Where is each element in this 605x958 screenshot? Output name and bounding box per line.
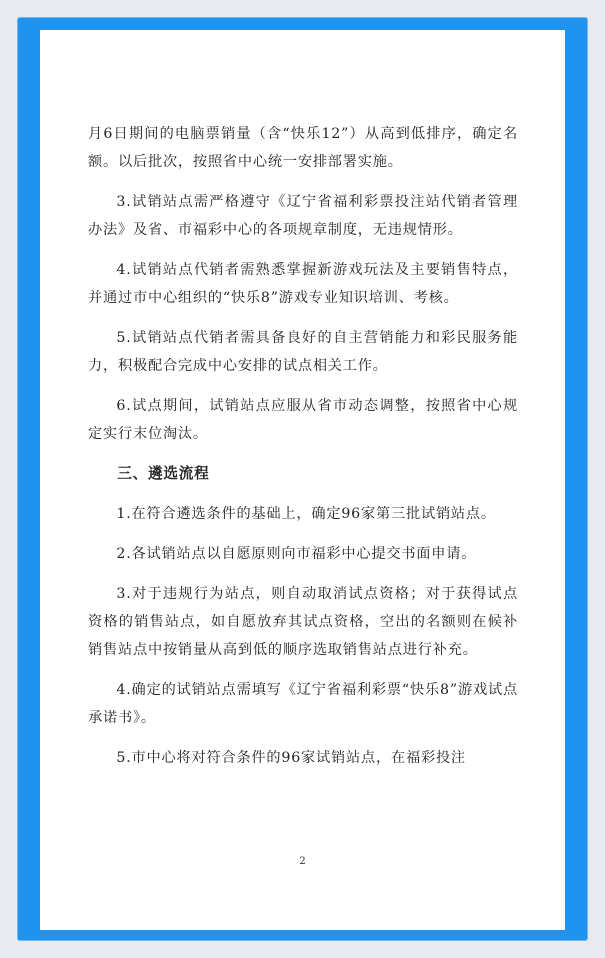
document-page — [40, 30, 565, 930]
paragraph-item-3: 3.试销站点需严格遵守《辽宁省福利彩票投注站代销者管理办法》及省、市福彩中心的各项规章制度，无违规情形。 — [88, 194, 518, 238]
process-item-2: 2.各试销站点以自愿原则向市福彩中心提交书面申请。 — [116, 546, 477, 562]
blue-border-frame — [18, 18, 587, 940]
paragraph-item-4: 4.试销站点代销者需熟悉掌握新游戏玩法及主要销售特点，并通过市中心组织的“快乐8”游戏专业知识培训、考核。 — [88, 262, 518, 306]
paragraph-item-6: 6.试点期间，试销站点应服从省市动态调整，按照省中心规定实行末位淘汰。 — [88, 398, 518, 442]
process-item-4: 4.确定的试销站点需填写《辽宁省福利彩票“快乐8”游戏试点承诺书》。 — [88, 682, 518, 726]
document-body — [88, 120, 518, 784]
section-heading: 三、遴选流程 — [117, 465, 210, 482]
process-item-3: 3.对于违规行为站点，则自动取消试点资格；对于获得试点资格的销售站点，如自愿放弃其试点资格，空出的名额则在候补销售站点中按销量从高到低的顺序选取销售站点进行补充。 — [88, 586, 518, 658]
paragraph-continued: 月6日期间的电脑票销量（含“快乐12”）从高到低排序，确定名额。以后批次，按照省中心统一安排部署实施。 — [88, 126, 518, 170]
page-number: 2 — [299, 856, 306, 867]
paragraph-item-5: 5.试销站点代销者需具备良好的自主营销能力和彩民服务能力，积极配合完成中心安排的试点相关工作。 — [88, 330, 518, 374]
process-item-1: 1.在符合遴选条件的基础上，确定96家第三批试销站点。 — [116, 506, 496, 522]
process-item-5: 5.市中心将对符合条件的96家试销站点，在福彩投注 — [116, 750, 466, 766]
